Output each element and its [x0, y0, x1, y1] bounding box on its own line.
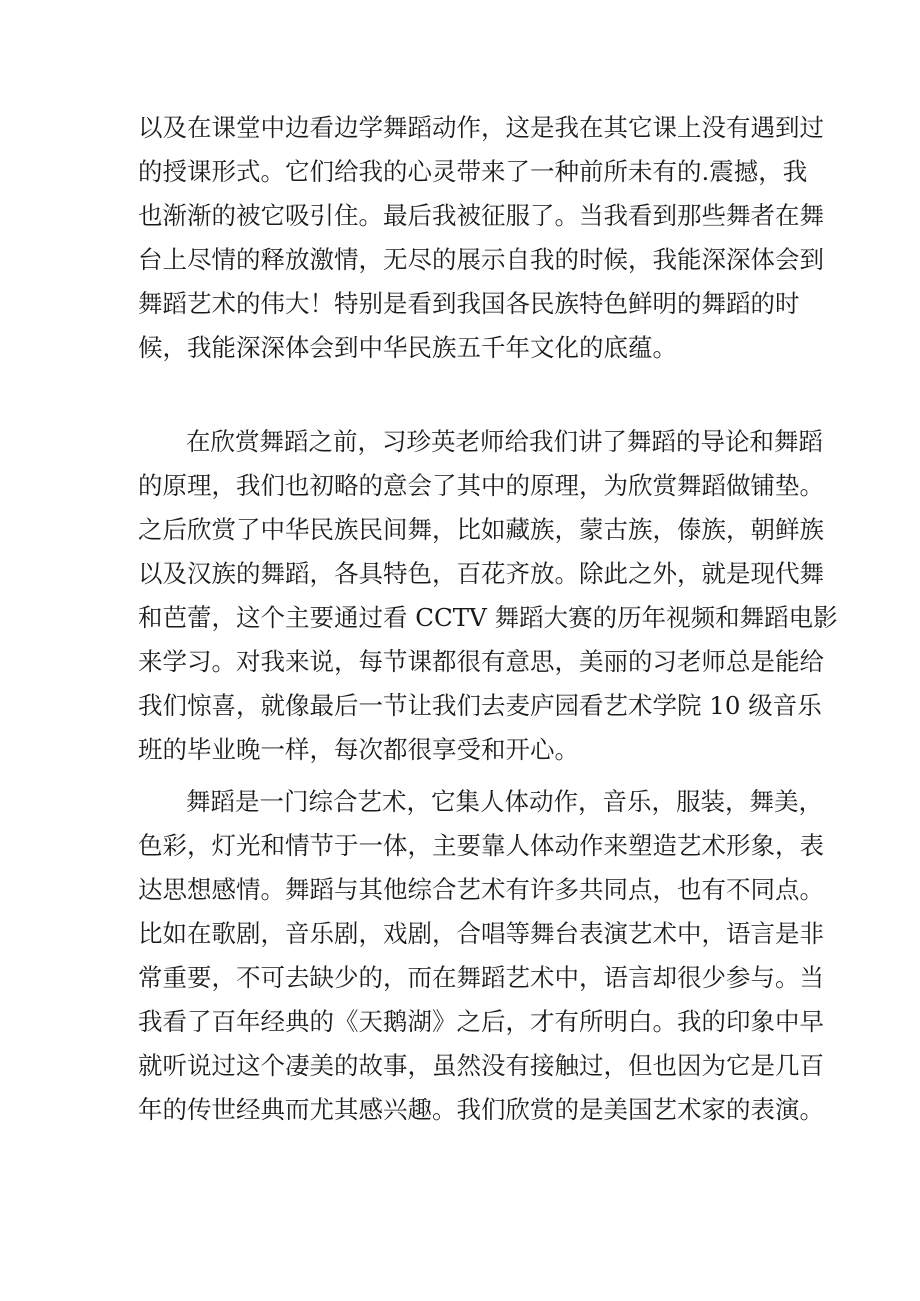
- paragraph-line: 来学习。对我来说，每节课都很有意思，美丽的习老师总是能给: [138, 647, 824, 676]
- paragraph-line: 就听说过这个凄美的故事，虽然没有接触过，但也因为它是几百: [138, 1051, 824, 1080]
- paragraph-line: 舞蹈艺术的伟大！特别是看到我国各民族特色鲜明的舞蹈的时: [138, 289, 800, 318]
- paragraph-line: 在欣赏舞蹈之前，习珍英老师给我们讲了舞蹈的导论和舞蹈: [186, 427, 823, 456]
- paragraph-line: 的授课形式。它们给我的心灵带来了一种前所未有的.震撼，我: [138, 157, 808, 186]
- paragraph-line: 我看了百年经典的《天鹅湖》之后，才有所明白。我的印象中早: [138, 1007, 824, 1036]
- paragraph-2: [138, 420, 838, 772]
- paragraph-line: 以及在课堂中边看边学舞蹈动作，这是我在其它课上没有遇到过: [138, 113, 824, 142]
- paragraph-line: 常重要，不可去缺少的，而在舞蹈艺术中，语言却很少参与。当: [138, 963, 824, 992]
- paragraph-line: 年的传世经典而尤其感兴趣。我们欣赏的是美国艺术家的表演。: [138, 1095, 824, 1124]
- paragraph-line: 的原理，我们也初略的意会了其中的原理，为欣赏舞蹈做铺垫。: [138, 471, 824, 500]
- paragraph-line: 色彩，灯光和情节于一体，主要靠人体动作来塑造艺术形象，表: [138, 831, 824, 860]
- paragraph-line: 我们惊喜，就像最后一节让我们去麦庐园看艺术学院 10 级音乐: [138, 691, 822, 720]
- paragraph-line: 之后欣赏了中华民族民间舞，比如藏族，蒙古族，傣族，朝鲜族: [138, 515, 824, 544]
- paragraph-line: 以及汉族的舞蹈，各具特色，百花齐放。除此之外，就是现代舞: [138, 559, 824, 588]
- paragraph-line: 台上尽情的释放激情，无尽的展示自我的时候，我能深深体会到: [138, 245, 824, 274]
- paragraph-line: 达思想感情。舞蹈与其他综合艺术有许多共同点，也有不同点。: [138, 875, 824, 904]
- paragraph-line: 比如在歌剧，音乐剧，戏剧，合唱等舞台表演艺术中，语言是非: [138, 919, 824, 948]
- paragraph-line: 班的毕业晚一样，每次都很享受和开心。: [138, 735, 579, 764]
- paragraph-line: 和芭蕾，这个主要通过看 CCTV 舞蹈大赛的历年视频和舞蹈电影: [138, 603, 838, 632]
- paragraph-line: 舞蹈是一门综合艺术，它集人体动作，音乐，服装，舞美，: [186, 787, 823, 816]
- paragraph-1: [138, 106, 824, 370]
- paragraph-line: 也渐渐的被它吸引住。最后我被征服了。当我看到那些舞者在舞: [138, 201, 824, 230]
- paragraph-3: [138, 780, 824, 1132]
- paragraph-line: 候，我能深深体会到中华民族五千年文化的底蕴。: [138, 333, 677, 362]
